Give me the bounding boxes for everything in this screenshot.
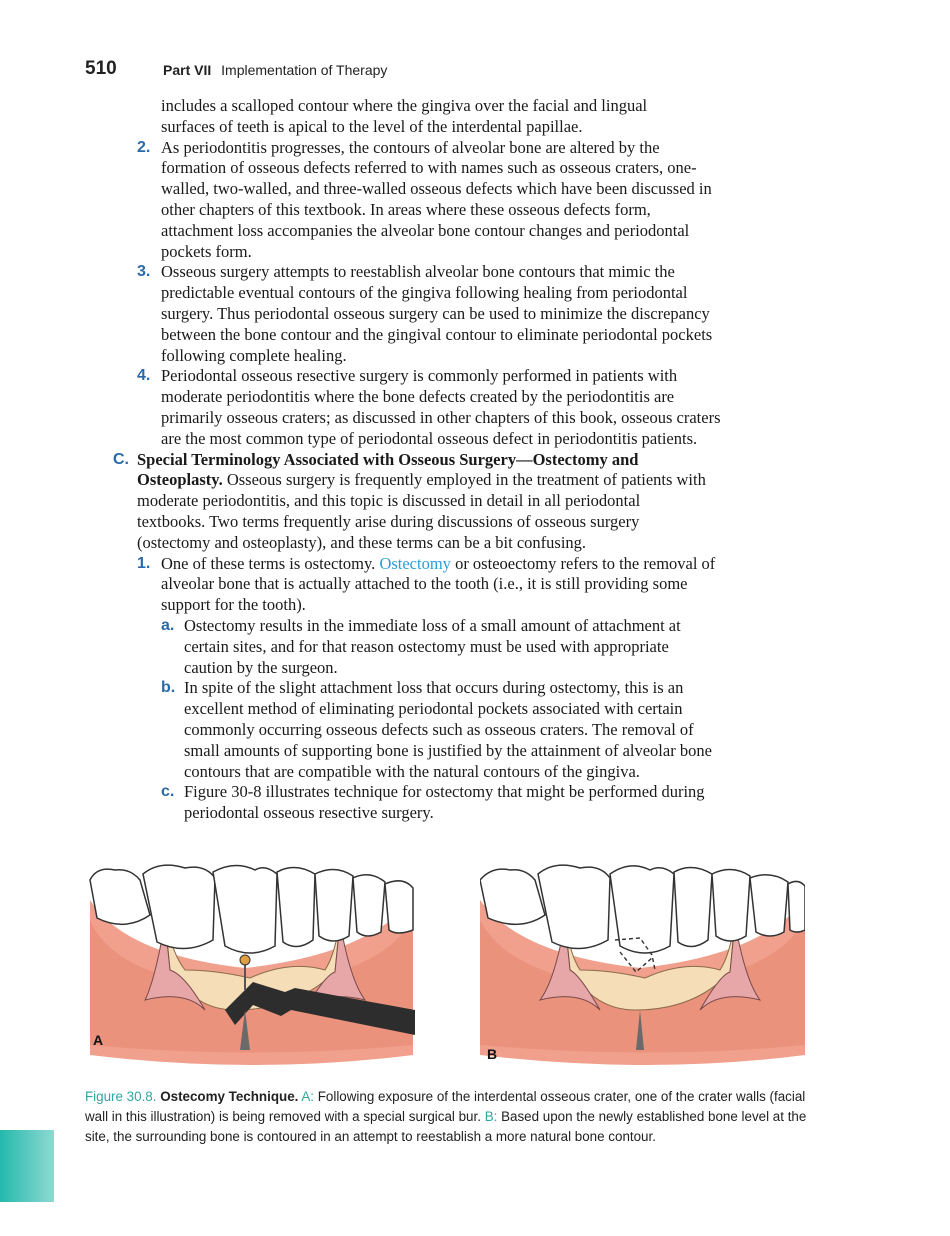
section-c-label: C. — [113, 450, 129, 468]
panel-b-illustration — [480, 860, 805, 1070]
section-c — [0, 450, 712, 554]
key-term: Ostectomy — [379, 553, 451, 573]
caption-b-text: Based upon the newly established bone level at the site, the surrounding bone is contoured in an attempt to reestablish a more natural bone contour. — [85, 1109, 807, 1144]
sub-list-item-label: c. — [161, 783, 175, 801]
tooth-4 — [674, 867, 712, 946]
tooth-7 — [385, 881, 413, 933]
caption-title: Ostecomy Technique. — [160, 1089, 299, 1104]
running-head — [163, 62, 387, 78]
section-c-text: Osseous surgery is frequently employed in the treatment of patients with moderate periodontitis, and this topic is discussed in detail in all periodontal textbooks. Two terms frequently arise during discussions of osseous surgery (ostectomy and osteoplasty), and these terms can be a bit confusing. — [137, 470, 706, 552]
panel-a-label: A — [93, 1032, 104, 1048]
sub-list-item-text: Ostectomy results in the immediate loss of a small amount of attachment at certain sites, and for that reason ostectomy must be used with appropriate caution by the surgeon. — [184, 615, 681, 677]
tooth-1 — [480, 869, 545, 924]
tooth-2 — [538, 865, 610, 948]
list-item — [0, 366, 721, 449]
part-label: Part VII — [163, 62, 212, 78]
list-item-text: Periodontal osseous resective surgery is commonly performed in patients with moderate periodontitis where the bone defects created by the periodontitis are primarily osseous craters; as discussed in other chapters of this book, osseous craters are the most common type of periodontal osseous defect in periodontitis patients. — [161, 366, 721, 448]
sub-list-item-text: In spite of the slight attachment loss that occurs during ostectomy, this is an excellent method of eliminating periodontal pockets associated with certain commonly occurring osseous defects such as osseous craters. The removal of small amounts of supporting bone is justified by the attainment of alveolar bone contours that are compatible with the natural contours of the gingiva. — [184, 678, 712, 781]
surgical-bur — [240, 955, 250, 965]
list-item — [0, 554, 721, 616]
tooth-6 — [750, 875, 788, 936]
list-item-label: 2. — [137, 138, 151, 156]
sub-list-item-text: Figure 30-8 illustrates technique for ostectomy that might be performed during periodontal osseous resective surgery. — [184, 782, 705, 823]
body-text — [0, 96, 950, 824]
page-number: 510 — [85, 58, 117, 79]
sub-list-item — [0, 678, 719, 782]
figure-30-8 — [85, 860, 805, 1070]
intro-paragraph: includes a scalloped contour where the gingiva over the facial and lingual surfaces of teeth is apical to the level of the interdental papillae. — [161, 96, 648, 136]
caption-a-label: A: — [301, 1089, 314, 1104]
tooth-2 — [143, 865, 215, 948]
sub-list-item-label: a. — [161, 616, 175, 634]
panel-b-label: B — [487, 1046, 498, 1062]
tooth-7 — [788, 881, 805, 932]
sub-list-item — [0, 616, 719, 678]
list-item — [0, 262, 721, 366]
tooth-6 — [353, 875, 385, 936]
section-c-heading: Special Terminology Associated with Osseous Surgery—Ostectomy and Osteoplasty. — [137, 449, 639, 490]
chapter-tab — [0, 1130, 54, 1202]
sub-list-item-label: b. — [161, 679, 176, 697]
list-item-text: As periodontitis progresses, the contours of alveolar bone are altered by the formation of osseous defects referred to with names such as osseous craters, one-walled, two-walled, and three-walled osseous defects which have been discussed in other chapters of this textbook. In areas where these osseous defects form, attachment loss accompanies the alveolar bone contour changes and periodontal pockets form. — [161, 137, 712, 261]
section-title: Implementation of Therapy — [221, 62, 388, 78]
tooth-5 — [315, 869, 353, 941]
list-item-text-before: One of these terms is ostectomy. — [161, 553, 376, 573]
figure-caption — [85, 1087, 810, 1147]
tooth-3 — [610, 866, 674, 953]
list-item-text-after: or osteoectomy refers to the removal of alveolar bone that is actually attached to the tooth (i.e., it is still providing some support for the tooth). — [161, 553, 716, 615]
tooth-4 — [277, 867, 315, 946]
caption-b-label: B: — [484, 1109, 498, 1124]
list-item-label: 1. — [137, 554, 151, 572]
sub-list-item — [0, 782, 719, 824]
panel-a-illustration — [85, 860, 415, 1070]
caption-a-text: Following exposure of the interdental osseous crater, one of the crater walls (facial wall in this illustration) is being removed with a special surgical bur. — [85, 1089, 806, 1124]
list-item-label: 4. — [137, 367, 151, 385]
list-item — [0, 138, 721, 263]
caption-number: Figure 30.8. — [85, 1089, 157, 1104]
list-item-text: Osseous surgery attempts to reestablish alveolar bone contours that mimic the predictable eventual contours of the gingiva following healing from periodontal surgery. Thus periodontal osseous surgery can be used to minimize the discrepancy between the bone contour and the gingival contour to eliminate periodontal pockets following complete healing. — [161, 262, 713, 365]
tooth-3 — [213, 865, 277, 953]
tooth-1 — [90, 869, 150, 924]
tooth-5 — [712, 869, 750, 941]
list-item-label: 3. — [137, 263, 151, 281]
